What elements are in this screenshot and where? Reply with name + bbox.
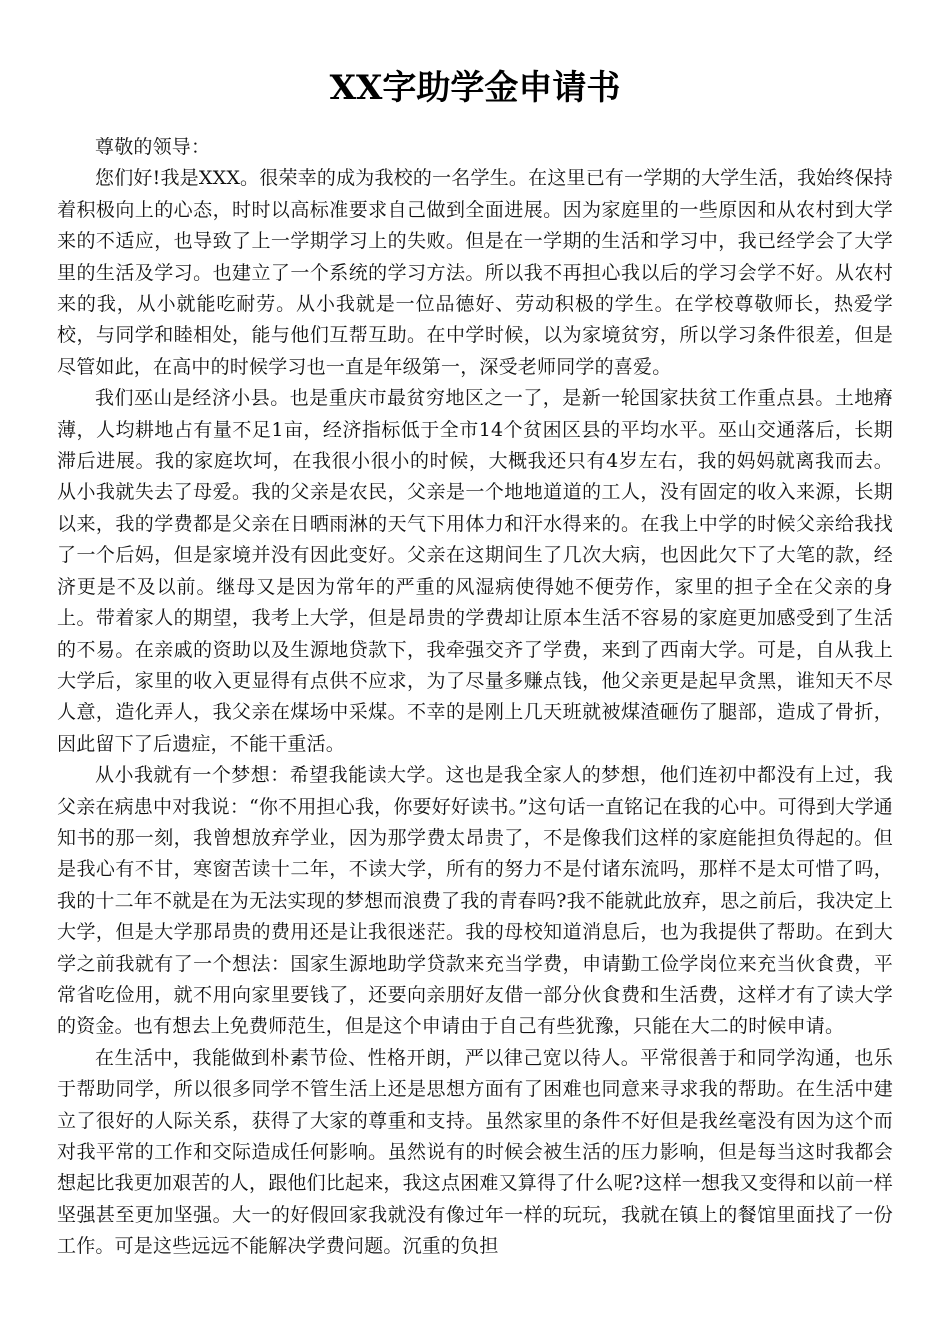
paragraph-daily-life: 在生活中，我能做到朴素节俭、性格开朗，严以律己宽以待人。平常很善于和同学沟通，也乐于帮助同学，所以很多同学不管生活上还是思想方面有了困难也同意来寻求我的帮助。在生活中建立了很好的人际关系，获得了大家的尊重和支持。虽然家里的条件不好但是我丝毫没有因为这个而对我平常的工作和交际造成任何影响。虽然说有的时候会被生活的压力影响，但是每当这时我都会想起比我更加艰苦的人，跟他们比起来，我这点困难又算得了什么呢?这样一想我又变得和以前一样坚强甚至更加坚强。大一的好假回家我就没有像过年一样的玩玩，我就在镇上的餐馆里面找了一份工作。可是这些远远不能解决学费问题。沉重的负担 <box>57 1046 893 1258</box>
paragraph-dream: 从小我就有一个梦想：希望我能读大学。这也是我全家人的梦想，他们连初中都没有上过，我父亲在病患中对我说：“你不用担心我，你要好好读书。”这句话一直铭记在我的心中。可得到大学通知书的那一刻，我曾想放弃学业，因为那学费太昂贵了，不是像我们这样的家庭能担负得起的。但是我心有不甘，寒窗苦读十二年，不读大学，所有的努力不是付诸东流吗，那样不是太可惜了吗，我的十二年不就是在为无法实现的梦想而浪费了我的青春吗?我不能就此放弃，思之前后，我决定上大学，但是大学那昂贵的费用还是让我很迷茫。我的母校知道消息后，也为我提供了帮助。在到大学之前我就有了一个想法：国家生源地助学贷款来充当学费，申请勤工俭学岗位来充当伙食费，平常省吃俭用，就不用向家里要钱了，还要向亲朋好友借一部分伙食费和生活费，这样才有了读大学的资金。也有想去上免费师范生，但是这个申请由于自己有些犹豫，只能在大二的时候申请。 <box>57 764 893 1038</box>
document-body <box>57 132 893 1263</box>
document-title: XX字助学金申请书 <box>329 68 621 108</box>
paragraph-family-background: 我们巫山是经济小县。也是重庆市最贫穷地区之一了，是新一轮国家扶贫工作重点县。土地瘠薄，人均耕地占有量不足1亩，经济指标低于全市14个贫困区县的平均水平。巫山交通落后，长期滞后进展。我的家庭坎坷，在我很小很小的时候，大概我还只有4岁左右，我的妈妈就离我而去。从小我就失去了母爱。我的父亲是农民，父亲是一个地地道道的工人，没有固定的收入来源，长期以来，我的学费都是父亲在日晒雨淋的天气下用体力和汗水得来的。在我上中学的时候父亲给我找了一个后妈，但是家境并没有因此变好。父亲在这期间生了几次大病，也因此欠下了大笔的款，经济更是不及以前。继母又是因为常年的严重的风湿病使得她不便劳作，家里的担子全在父亲的身上。带着家人的期望，我考上大学，但是昂贵的学费却让原本生活不容易的家庭更加感受到了生活的不易。在亲戚的资助以及生源地贷款下，我牵强交齐了学费，来到了西南大学。可是，自从我上大学后，家里的收入更显得有点供不应求，为了尽量多赚点钱，他父亲更是起早贪黑，谁知天不尽人意，造化弄人，我父亲在煤场中采煤。不幸的是刚上几天班就被煤渣砸伤了腿部，造成了骨折，因此留下了后遗症，不能干重活。 <box>57 387 893 755</box>
paragraph-intro: 您们好!我是XXX。很荣幸的成为我校的一名学生。在这里已有一学期的大学生活，我始终保持着积极向上的心态，时时以高标准要求自己做到全面进展。因为家庭里的一些原因和从农村到大学来的不适应，也导致了上一学期学习上的失败。但是在一学期的生活和学习中，我已经学会了大学里的生活及学习。也建立了一个系统的学习方法。所以我不再担心我以后的学习会学不好。从农村来的我，从小就能吃耐劳。从小我就是一位品德好、劳动积极的学生。在学校尊敬师长，热爱学校，与同学和睦相处，能与他们互帮互助。在中学时候，以为家境贫穷，所以学习条件很差，但是尽管如此，在高中的时候学习也一直是年级第一，深受老师同学的喜爱。 <box>57 167 893 378</box>
salutation: 尊敬的领导： <box>95 136 211 158</box>
